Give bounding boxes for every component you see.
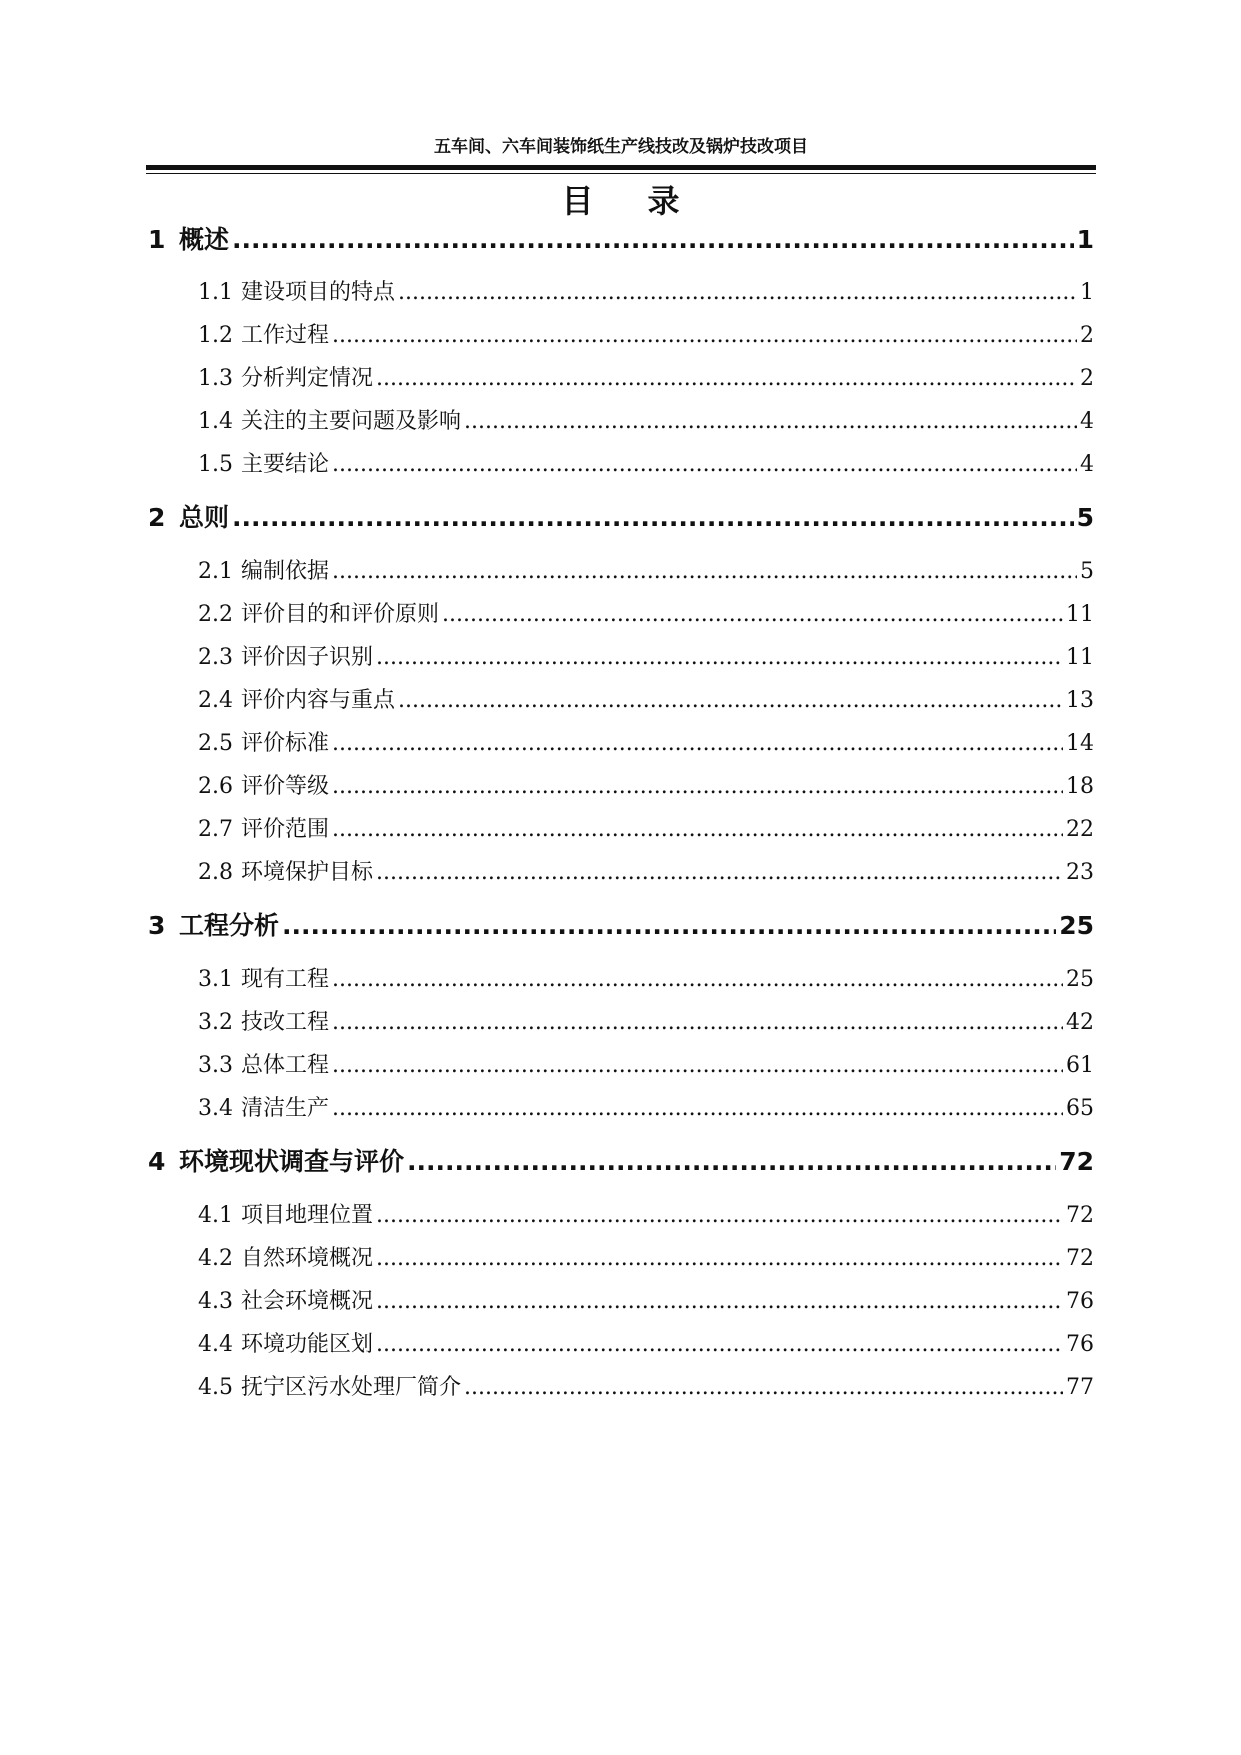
leader-dots [376,860,1063,885]
section-number: 1.1 [198,280,233,305]
section-number: 3.1 [198,967,233,992]
header-rule-thick [146,165,1096,170]
leader-dots [332,1010,1063,1035]
running-header: 五车间、六车间装饰纸生产线技改及锅炉技改项目 [434,137,808,157]
section-page: 11 [1066,645,1094,670]
leader-dots [332,817,1063,842]
section-title: 技改工程 [241,1010,330,1035]
toc-section-1-3[interactable] [198,361,1094,392]
section-number: 2.7 [198,817,233,842]
toc-section-2-5[interactable] [198,726,1094,757]
section-number: 2.8 [198,860,233,885]
leader-dots [332,323,1077,348]
section-page: 76 [1066,1332,1094,1357]
section-number: 1.5 [198,452,233,477]
header-rule-thin [146,173,1096,174]
leader-dots [376,645,1063,670]
section-title: 编制依据 [241,559,330,584]
section-page: 61 [1066,1053,1094,1078]
section-page: 2 [1080,323,1094,348]
toc-section-3-2[interactable] [198,1005,1094,1036]
section-number: 2.3 [198,645,233,670]
section-title: 建设项目的特点 [241,280,396,305]
leader-dots [376,366,1077,391]
section-number: 3.4 [198,1096,233,1121]
toc-section-1-5[interactable] [198,447,1094,478]
section-title: 评价标准 [241,731,330,756]
section-title: 环境保护目标 [241,860,374,885]
leader-dots [332,1096,1063,1121]
toc-section-4-5[interactable] [198,1370,1094,1401]
chapter-title: 工程分析 [179,911,280,940]
section-title: 评价内容与重点 [241,688,396,713]
chapter-number: 2 [148,503,166,532]
leader-dots [332,774,1063,799]
section-number: 3.2 [198,1010,233,1035]
leader-dots [282,911,1056,940]
section-page: 4 [1080,409,1094,434]
toc-chapter-4[interactable] [148,1142,1094,1178]
toc-chapter-1[interactable] [148,220,1094,256]
leader-dots [464,409,1077,434]
chapter-page: 25 [1059,911,1094,940]
chapter-page: 72 [1059,1147,1094,1176]
section-title: 评价因子识别 [241,645,374,670]
toc-section-3-4[interactable] [198,1091,1094,1122]
chapter-title: 概述 [179,225,230,254]
section-title: 主要结论 [241,452,330,477]
section-title: 评价等级 [241,774,330,799]
leader-dots [332,1053,1063,1078]
section-number: 1.2 [198,323,233,348]
leader-dots [232,225,1074,254]
section-page: 22 [1066,817,1094,842]
section-page: 13 [1066,688,1094,713]
section-page: 77 [1066,1375,1094,1400]
section-title: 清洁生产 [241,1096,330,1121]
section-number: 2.5 [198,731,233,756]
section-title: 分析判定情况 [241,366,374,391]
toc-section-2-4[interactable] [198,683,1094,714]
section-number: 4.3 [198,1289,233,1314]
section-page: 4 [1080,452,1094,477]
section-page: 2 [1080,366,1094,391]
section-title: 环境功能区划 [241,1332,374,1357]
chapter-page: 1 [1076,225,1094,254]
chapter-title: 环境现状调查与评价 [179,1147,405,1176]
section-page: 14 [1066,731,1094,756]
toc-section-3-1[interactable] [198,962,1094,993]
section-title: 抚宁区污水处理厂简介 [241,1375,462,1400]
toc-section-2-1[interactable] [198,554,1094,585]
toc-section-4-1[interactable] [198,1198,1094,1229]
section-number: 4.2 [198,1246,233,1271]
section-title: 现有工程 [241,967,330,992]
toc-chapter-3[interactable] [148,906,1094,942]
chapter-number: 4 [148,1147,166,1176]
leader-dots [464,1375,1063,1400]
section-title: 项目地理位置 [241,1203,374,1228]
leader-dots [332,559,1077,584]
toc-section-2-7[interactable] [198,812,1094,843]
section-title: 评价范围 [241,817,330,842]
leader-dots [376,1246,1063,1271]
section-page: 23 [1066,860,1094,885]
chapter-page: 5 [1076,503,1094,532]
toc-section-1-1[interactable] [198,275,1094,306]
section-number: 4.4 [198,1332,233,1357]
section-title: 工作过程 [241,323,330,348]
leader-dots [332,452,1077,477]
leader-dots [376,1332,1063,1357]
leader-dots [376,1289,1063,1314]
toc-section-2-8[interactable] [198,855,1094,886]
section-title: 自然环境概况 [241,1246,374,1271]
section-page: 72 [1066,1246,1094,1271]
section-page: 25 [1066,967,1094,992]
leader-dots [398,280,1077,305]
section-number: 3.3 [198,1053,233,1078]
leader-dots [376,1203,1063,1228]
leader-dots [442,602,1063,627]
section-number: 2.2 [198,602,233,627]
chapter-title: 总则 [179,503,230,532]
leader-dots [332,731,1063,756]
section-number: 1.3 [198,366,233,391]
section-number: 4.5 [198,1375,233,1400]
section-number: 1.4 [198,409,233,434]
toc-title: 目录 [561,182,734,220]
section-page: 65 [1066,1096,1094,1121]
section-page: 1 [1080,280,1094,305]
section-title: 评价目的和评价原则 [241,602,440,627]
toc-chapter-2[interactable] [148,498,1094,534]
section-title: 社会环境概况 [241,1289,374,1314]
toc-section-2-2[interactable] [198,597,1094,628]
section-page: 76 [1066,1289,1094,1314]
toc-section-4-2[interactable] [198,1241,1094,1272]
toc-section-4-4[interactable] [198,1327,1094,1358]
chapter-number: 3 [148,911,166,940]
leader-dots [398,688,1063,713]
section-number: 2.6 [198,774,233,799]
section-page: 18 [1066,774,1094,799]
section-number: 4.1 [198,1203,233,1228]
section-number: 2.4 [198,688,233,713]
chapter-number: 1 [148,225,166,254]
section-title: 关注的主要问题及影响 [241,409,462,434]
toc-section-2-3[interactable] [198,640,1094,671]
section-page: 11 [1066,602,1094,627]
section-page: 72 [1066,1203,1094,1228]
leader-dots [407,1147,1056,1176]
leader-dots [332,967,1063,992]
toc-section-1-2[interactable] [198,318,1094,349]
toc-section-2-6[interactable] [198,769,1094,800]
toc-section-3-3[interactable] [198,1048,1094,1079]
section-title: 总体工程 [241,1053,330,1078]
section-number: 2.1 [198,559,233,584]
section-page: 42 [1066,1010,1094,1035]
section-page: 5 [1080,559,1094,584]
toc-section-4-3[interactable] [198,1284,1094,1315]
leader-dots [232,503,1074,532]
toc-section-1-4[interactable] [198,404,1094,435]
